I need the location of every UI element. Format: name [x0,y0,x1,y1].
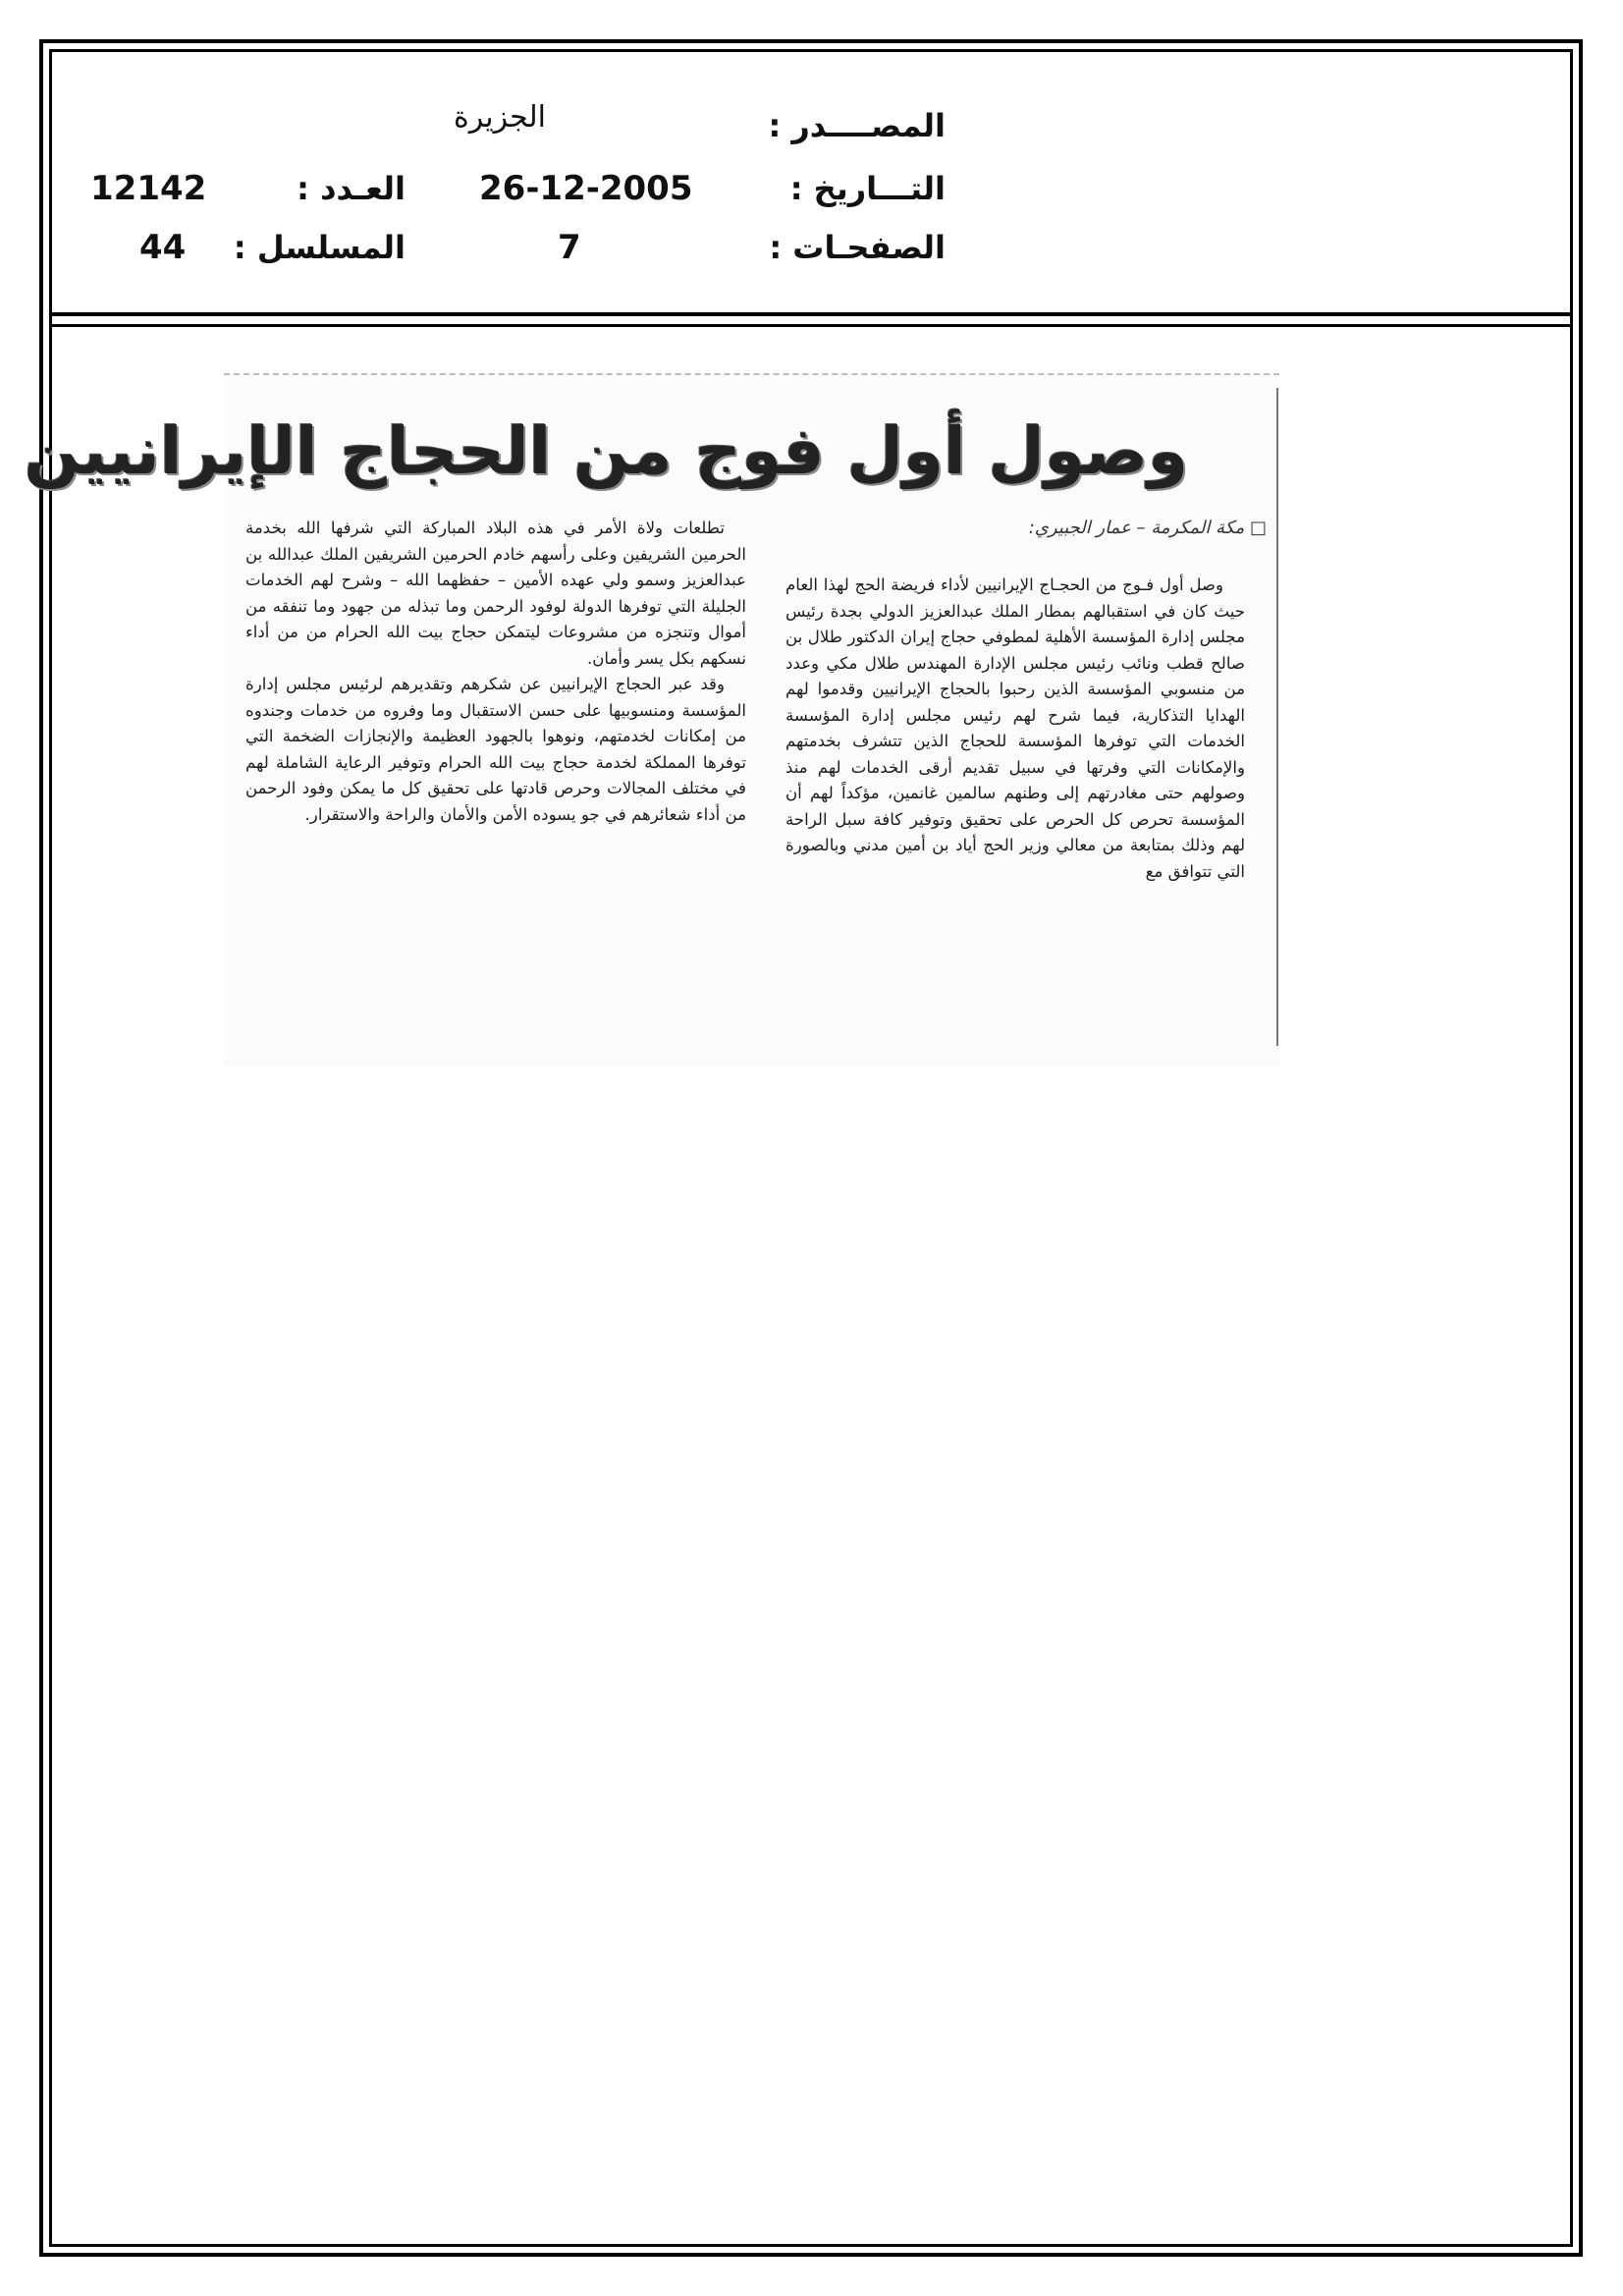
source-value: الجزيرة [454,100,547,135]
issue-value: 12142 [90,169,207,208]
article-headline: وصول أول فوج من الحجاج الإيرانيين [24,413,1188,489]
serial-value: 44 [139,228,187,267]
header-divider-inner [49,324,1573,327]
paragraph: وصل أول فـوج من الحجـاج الإيرانيين لأداء فريضة الحج لهذا العام حيث كان في استقبالهم بمطار الملك عبدالعزيز الدولي بجدة رئيس مجلس إدارة المؤسسة الأهلية لمطوفي حجاج إيران الدكتور طلال بن صالح قطب ونائب رئيس مجلس الإدارة المهندس طلال مكي وعدد من منسوبي المؤسسة الذين رحبوا بالحجاج الإيرانيين وقدموا لهم الهدايا التذكارية، فيما شرح لهم رئيس مجلس إدارة المؤسسة الخدمات التي توفرها المؤسسة للحجاج الذين تتشرف بخدمتهم والإمكانات التي وفرتها في سبيل تقديم أرقى الخدمات لهم منذ وصولهم حتى مغادرتهم إلى وطنهم سالمين غانمين، مؤكداً لهم أن المؤسسة تحرص كل الحرص على تحقيق وتوفير كافة سبل الراحة لهم وذلك بمتابعة من معالي وزير الحج أياد بن أمين مدني وبالصورة التي تتوافق مع [785,575,1245,881]
pages-value: 7 [558,228,581,267]
issue-label: العـدد : [297,170,406,207]
paragraph: وقد عبر الحجاج الإيرانيين عن شكرهم وتقديرهم لرئيس مجلس إدارة المؤسسة ومنسوبيها على حسن الاستقبال وما وفروه من خدمات وجندوه من إمكانات لخدمتهم، ونوهوا بالجهود العظيمة والإنجازات الضخمة التي توفرها المملكة لخدمة حجاج بيت الله الحرام وتوفير الرعاية الشاملة لهم في مختلف المجالات وحرص قادتها على تحقيق كل ما يمكن وفود الرحمن من أداء شعائرهم في جو يسوده الأمن والأمان والراحة والاستقرار. [245,675,746,824]
clipping-edge [1276,388,1278,1046]
date-value: 26-12-2005 [479,169,693,208]
date-label: التـــاريخ : [789,170,946,207]
paragraph: تطلعات ولاة الأمر في هذه البلاد المباركة التي شرفها الله بخدمة الحرمين الشريفين وعلى رأسهم خادم الحرمين الشريفين الملك عبدالله بن عبدالعزيز وسمو ولي عهده الأمين – حفظهما الله – وشرح لهم الخدمات الجليلة التي توفرها الدولة لوفود الرحمن وما تبذله من جهود وما تنفقه من أموال وتنجزه من مشروعات ليتمكن حجاج بيت الله الحرام من من أداء نسكهم بكل يسر وأمان. [245,519,746,668]
article-byline: □ مكة المكرمة – عمار الجبيري: [1028,518,1267,538]
article-column-right [785,573,1245,885]
header-divider [49,312,1573,316]
source-label: المصــــدر : [768,107,946,144]
pages-label: الصفحـات : [769,229,946,266]
article-column-left [245,516,746,828]
serial-label: المسلسل : [233,229,406,266]
